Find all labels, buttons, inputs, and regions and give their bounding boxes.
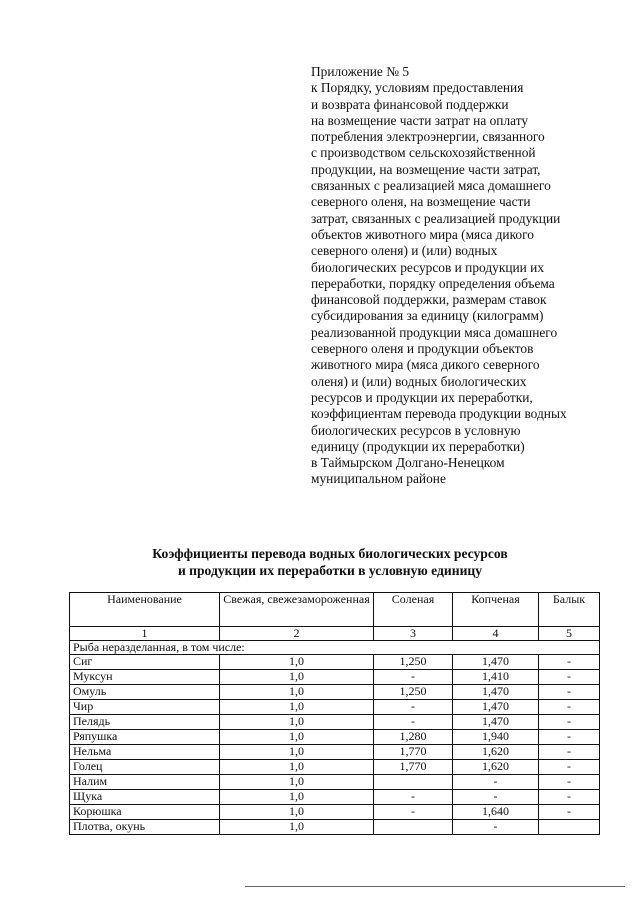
- group-row: [70, 641, 600, 655]
- fresh-value-cell: 1,0: [220, 760, 374, 775]
- appendix-line: субсидирования за единицу (килограмм): [311, 308, 544, 324]
- group-label: Рыба неразделанная, в том числе:: [70, 641, 600, 655]
- appendix-line: реализованной продукции мяса домашнего: [311, 324, 558, 340]
- appendix-line: объектов животного мира (мяса дикого: [311, 226, 534, 242]
- fresh-value-cell: 1,0: [220, 730, 374, 745]
- appendix-line: Приложение № 5: [311, 64, 410, 79]
- salted-value-cell: 1,770: [374, 760, 453, 775]
- fish-name-cell: Налим: [70, 775, 220, 790]
- header-balyk: Балык: [539, 593, 600, 627]
- appendix-line: с производством сельскохозяйственной: [311, 145, 536, 161]
- balyk-value-cell: -: [539, 670, 600, 685]
- salted-value-cell: [374, 820, 453, 835]
- fresh-value-cell: 1,0: [220, 700, 374, 715]
- appendix-line: биологических ресурсов и продукции их: [311, 259, 545, 275]
- smoked-value-cell: 1,470: [453, 700, 539, 715]
- smoked-value-cell: -: [453, 790, 539, 805]
- table-row: [70, 805, 600, 820]
- appendix-block: [311, 64, 621, 488]
- appendix-line: биологических ресурсов в условную: [311, 422, 521, 438]
- smoked-value-cell: 1,620: [453, 745, 539, 760]
- balyk-value-cell: -: [539, 805, 600, 820]
- balyk-value-cell: -: [539, 700, 600, 715]
- salted-value-cell: -: [374, 670, 453, 685]
- smoked-value-cell: 1,940: [453, 730, 539, 745]
- fish-name-cell: Омуль: [70, 685, 220, 700]
- balyk-value-cell: -: [539, 790, 600, 805]
- appendix-line: северного оленя, на возмещение части: [311, 194, 531, 210]
- fish-name-cell: Ряпушка: [70, 730, 220, 745]
- appendix-line: северного оленя) и (или) водных: [311, 243, 498, 259]
- fish-name-cell: Пелядь: [70, 715, 220, 730]
- fresh-value-cell: 1,0: [220, 745, 374, 760]
- fish-name-cell: Голец: [70, 760, 220, 775]
- fresh-value-cell: 1,0: [220, 820, 374, 835]
- appendix-line: и возврата финансовой поддержки: [311, 96, 509, 112]
- smoked-value-cell: 1,410: [453, 670, 539, 685]
- balyk-value-cell: -: [539, 685, 600, 700]
- column-number-row: [70, 627, 600, 641]
- table-row: [70, 775, 600, 790]
- table-row: [70, 700, 600, 715]
- fish-name-cell: Муксун: [70, 670, 220, 685]
- fresh-value-cell: 1,0: [220, 790, 374, 805]
- table-header-row: [70, 593, 600, 627]
- coefficients-table: [69, 592, 600, 835]
- appendix-line: северного оленя и продукции объектов: [311, 341, 534, 357]
- column-number: 3: [374, 627, 453, 641]
- balyk-value-cell: -: [539, 715, 600, 730]
- header-fresh: Свежая, свежезамороженная: [220, 593, 374, 627]
- appendix-line: к Порядку, условиям предоставления: [311, 80, 524, 96]
- balyk-value-cell: -: [539, 730, 600, 745]
- salted-value-cell: 1,250: [374, 685, 453, 700]
- appendix-line: муниципальном районе: [311, 471, 446, 487]
- appendix-line: ресурсов и продукции их переработки,: [311, 389, 533, 405]
- appendix-line: единицу (продукции их переработки): [311, 438, 525, 454]
- fish-name-cell: Плотва, окунь: [70, 820, 220, 835]
- fish-name-cell: Нельма: [70, 745, 220, 760]
- table-row: [70, 655, 600, 670]
- bottom-divider: [245, 886, 625, 887]
- appendix-line: переработки, порядку определения объема: [311, 275, 555, 291]
- appendix-line: финансовой поддержки, размерам ставок: [311, 292, 547, 308]
- fresh-value-cell: 1,0: [220, 805, 374, 820]
- salted-value-cell: -: [374, 805, 453, 820]
- table-row: [70, 715, 600, 730]
- appendix-line: продукции, на возмещение части затрат,: [311, 161, 541, 177]
- smoked-value-cell: 1,470: [453, 715, 539, 730]
- salted-value-cell: [374, 775, 453, 790]
- table-row: [70, 790, 600, 805]
- salted-value-cell: 1,770: [374, 745, 453, 760]
- appendix-line: связанных с реализацией мяса домашнего: [311, 178, 551, 194]
- header-salted: Соленая: [374, 593, 453, 627]
- appendix-line: затрат, связанных с реализацией продукции: [311, 210, 561, 226]
- balyk-value-cell: -: [539, 655, 600, 670]
- fresh-value-cell: 1,0: [220, 715, 374, 730]
- fish-name-cell: Чир: [70, 700, 220, 715]
- fish-name-cell: Сиг: [70, 655, 220, 670]
- salted-value-cell: -: [374, 700, 453, 715]
- table-title-line-1: Коэффициенты перевода водных биологических ресурсов: [152, 546, 508, 561]
- column-number: 1: [70, 627, 220, 641]
- column-number: 5: [539, 627, 600, 641]
- appendix-line: оленя) и (или) водных биологических: [311, 373, 527, 389]
- smoked-value-cell: 1,470: [453, 685, 539, 700]
- balyk-value-cell: [539, 820, 600, 835]
- balyk-value-cell: -: [539, 745, 600, 760]
- salted-value-cell: -: [374, 715, 453, 730]
- column-number: 2: [220, 627, 374, 641]
- smoked-value-cell: -: [453, 775, 539, 790]
- fresh-value-cell: 1,0: [220, 670, 374, 685]
- fish-name-cell: Щука: [70, 790, 220, 805]
- header-name: Наименование: [70, 593, 220, 627]
- table-row: [70, 745, 600, 760]
- smoked-value-cell: 1,620: [453, 760, 539, 775]
- smoked-value-cell: 1,470: [453, 655, 539, 670]
- table-row: [70, 730, 600, 745]
- fresh-value-cell: 1,0: [220, 655, 374, 670]
- salted-value-cell: 1,280: [374, 730, 453, 745]
- appendix-line: в Таймырском Долгано-Ненецком: [311, 455, 505, 471]
- salted-value-cell: 1,250: [374, 655, 453, 670]
- table-row: [70, 820, 600, 835]
- fish-name-cell: Корюшка: [70, 805, 220, 820]
- appendix-line: животного мира (мяса дикого северного: [311, 357, 540, 373]
- table-title-line-2: и продукции их переработки в условную единицу: [177, 563, 483, 578]
- fresh-value-cell: 1,0: [220, 685, 374, 700]
- salted-value-cell: -: [374, 790, 453, 805]
- table-row: [70, 760, 600, 775]
- balyk-value-cell: -: [539, 760, 600, 775]
- balyk-value-cell: -: [539, 775, 600, 790]
- appendix-line: коэффициентам перевода продукции водных: [311, 406, 567, 422]
- column-number: 4: [453, 627, 539, 641]
- appendix-line: потребления электроэнергии, связанного: [311, 129, 545, 145]
- table-title: [60, 545, 600, 579]
- smoked-value-cell: 1,640: [453, 805, 539, 820]
- table-row: [70, 670, 600, 685]
- smoked-value-cell: -: [453, 820, 539, 835]
- header-smoked: Копченая: [453, 593, 539, 627]
- table-row: [70, 685, 600, 700]
- appendix-line: на возмещение части затрат на оплату: [311, 112, 529, 128]
- fresh-value-cell: 1,0: [220, 775, 374, 790]
